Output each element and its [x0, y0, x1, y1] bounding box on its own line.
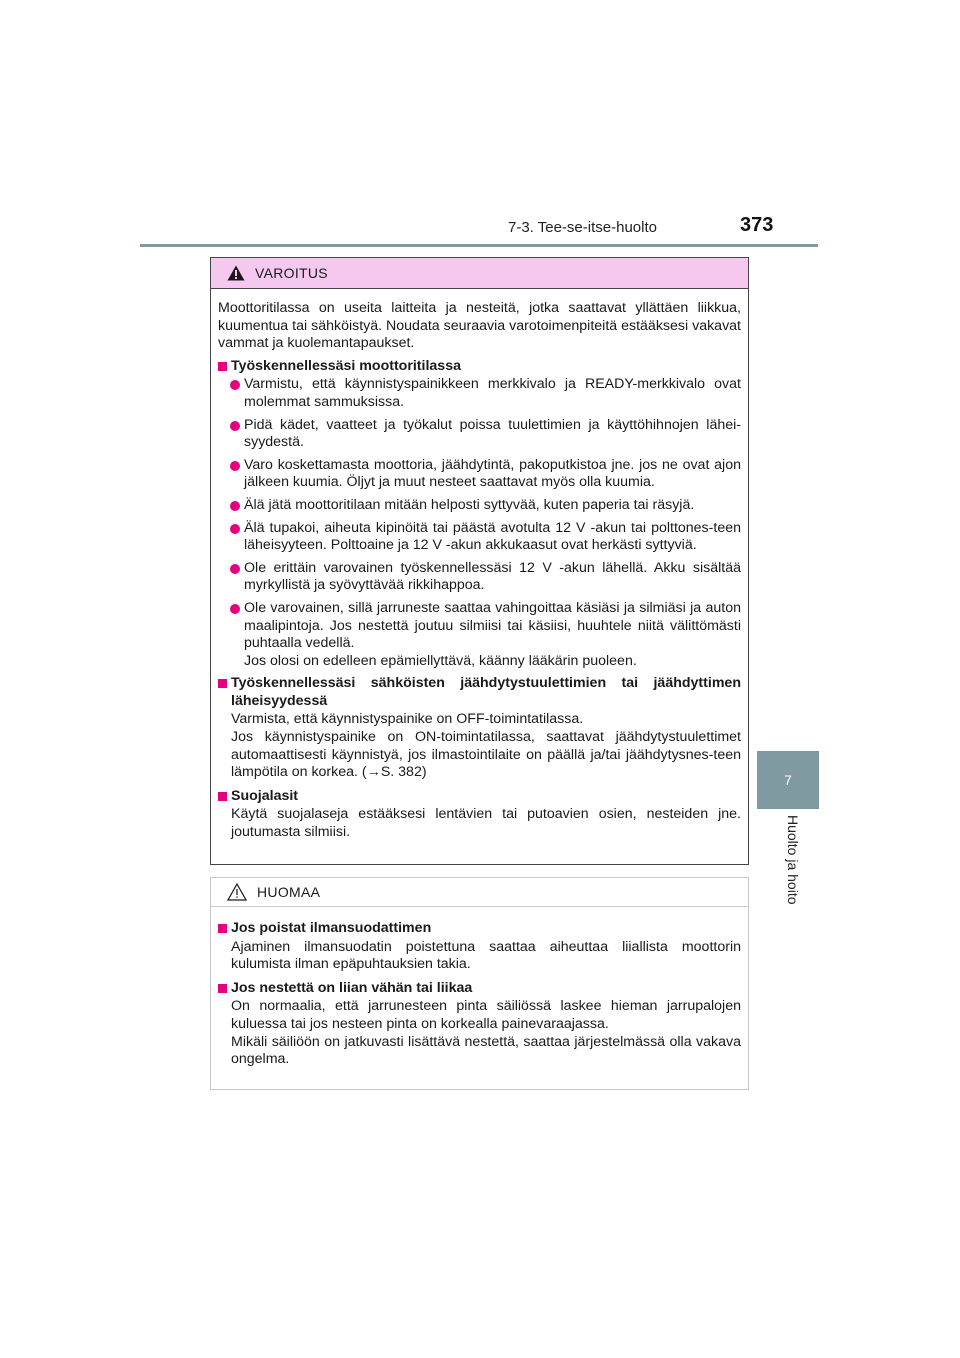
warning-box	[210, 257, 749, 865]
notice-body	[211, 907, 748, 1069]
warning-bullet: Ole varovainen, sillä jarruneste saattaa vahingoittaa käsiäsi ja silmiäsi ja auton maalipintoja. Jos nestettä joutuu silmiisi tai käsiisi, huuhtele niitä välittömästi puhtaalla vedellä. Jos olosi on edelleen epämiellyttävä, käänny lääkärin puoleen.	[218, 600, 741, 670]
chapter-tab-number: 7	[784, 772, 792, 788]
bullet-dot-icon	[230, 421, 240, 431]
bullet-dot-icon	[230, 461, 240, 471]
warning-body	[211, 289, 748, 842]
notice-section-text: On normaalia, että jarrunesteen pinta säiliössä laskee hieman jarrupalojen kuluessa tai jos nesteen pinta on korkealla painevaraajassa. Mikäli säiliöön on jatkuvasti lisättävä nestettä, saattaa järjestelmässä olla vakava ongelma.	[231, 998, 741, 1068]
bullet-dot-icon	[230, 380, 240, 390]
notice-title: HUOMAA	[257, 884, 321, 900]
notice-section-title: Jos poistat ilmansuodattimen	[218, 920, 741, 938]
warning-bullet: Älä tupakoi, aiheuta kipinöitä tai päästä avotulta 12 V -akun tai polttones-teen läheisyyteen. Polttoaine ja 12 V -akun akkukaasut ovat herkästi syttyviä.	[218, 520, 741, 555]
warning-bullet: Älä jätä moottoritilaan mitään helposti syttyvää, kuten paperia tai räsyjä.	[218, 497, 741, 515]
warning-triangle-outline-icon	[227, 883, 247, 901]
warning-header	[211, 258, 748, 289]
bullet-dot-icon	[230, 524, 240, 534]
notice-header	[211, 878, 748, 907]
warning-section-title: Suojalasit	[218, 788, 741, 806]
warning-title: VAROITUS	[255, 265, 328, 281]
section-square-icon	[218, 679, 227, 688]
section-square-icon	[218, 362, 227, 371]
header-divider	[140, 244, 818, 247]
notice-section-title: Jos nestettä on liian vähän tai liikaa	[218, 980, 741, 998]
notice-box	[210, 877, 749, 1090]
chapter-tab	[757, 751, 819, 809]
warning-triangle-filled-icon	[227, 265, 245, 281]
chapter-tab-label: Huolto ja hoito	[785, 815, 801, 905]
warning-bullet: Varo koskettamasta moottoria, jäähdytintä, pakoputkistoa jne. jos ne ovat ajon jälkeen kuumia. Öljyt ja muut nesteet saattavat myös olla kuumia.	[218, 457, 741, 492]
section-square-icon	[218, 792, 227, 801]
warning-section-title: Työskennellessäsi sähköisten jäähdytystuulettimien tai jäähdyttimen läheisyydessä	[218, 675, 741, 710]
bullet-dot-icon	[230, 564, 240, 574]
chapter-section-title: 7-3. Tee-se-itse-huolto	[508, 219, 657, 236]
notice-section-text: Ajaminen ilmansuodatin poistettuna saattaa aiheuttaa liiallista moottorin kulumista ilman epäpuhtauksien takia.	[231, 938, 741, 973]
warning-intro: Moottoritilassa on useita laitteita ja nesteitä, jotka saattavat yllättäen liikkua, kuumentua tai sähköistyä. Noudata seuraavia varotoimenpiteitä estääksesi vakavat vammat ja kuolemantapaukset.	[218, 300, 741, 352]
section-square-icon	[218, 924, 227, 933]
warning-bullet: Ole erittäin varovainen työskennellessäsi 12 V -akun lähellä. Akku sisältää myrkyllistä ja syövyttävää rikkihappoa.	[218, 560, 741, 595]
warning-bullet: Pidä kädet, vaatteet ja työkalut poissa tuulettimien ja käyttöhihnojen lähei-syydestä.	[218, 417, 741, 452]
section-square-icon	[218, 984, 227, 993]
warning-bullet: Varmistu, että käynnistyspainikkeen merkkivalo ja READY-merkkivalo ovat molemmat sammuksissa.	[218, 376, 741, 411]
warning-section-title: Työskennellessäsi moottoritilassa	[218, 358, 741, 376]
page-number: 373	[740, 214, 774, 236]
bullet-dot-icon	[230, 604, 240, 614]
bullet-dot-icon	[230, 501, 240, 511]
warning-section-text: Käytä suojalaseja estääksesi lentävien tai putoavien osien, nesteiden jne. joutumasta silmiisi.	[231, 806, 741, 841]
warning-section-text: Varmista, että käynnistyspainike on OFF-toimintatilassa. Jos käynnistyspainike on ON-toimintatilassa, saattavat jäähdytystuulettimet automaattisesti käynnistyä, jos ilmastointilaite on päällä ja/tai jäähdytysnes-teen lämpötila on korkea. (→S. 382)	[231, 711, 741, 781]
